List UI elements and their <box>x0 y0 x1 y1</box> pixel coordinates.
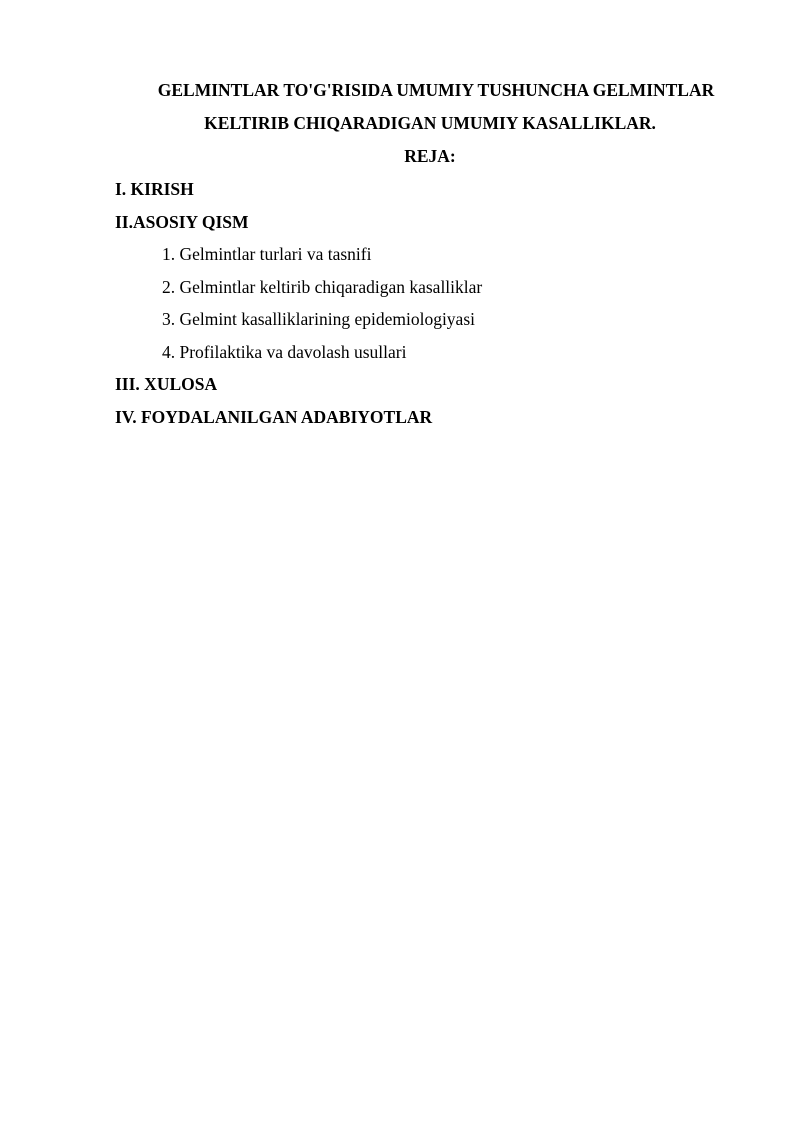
document-title-line-2: KELTIRIB CHIQARADIGAN UMUMIY KASALLIKLAR. <box>204 113 656 133</box>
section-references: IV. FOYDALANILGAN ADABIYOTLAR <box>115 406 433 427</box>
section-conclusion: III. XULOSA <box>115 374 218 394</box>
document-title-line-1: GELMINTLAR TO'G'RISIDA UMUMIY TUSHUNCHA GELMINTLAR <box>157 80 715 100</box>
main-item-4: 4. Profilaktika va davolash usullari <box>162 341 407 362</box>
section-main: II.ASOSIY QISM <box>115 211 249 232</box>
plan-heading: REJA: <box>404 146 456 166</box>
main-item-2: 2. Gelmintlar keltirib chiqaradigan kasalliklar <box>162 276 483 297</box>
section-intro: I. KIRISH <box>115 179 194 199</box>
main-item-1: 1. Gelmintlar turlari va tasnifi <box>162 244 372 264</box>
main-item-3: 3. Gelmint kasalliklarining epidemiologiyasi <box>162 309 476 329</box>
document-content <box>115 74 745 433</box>
